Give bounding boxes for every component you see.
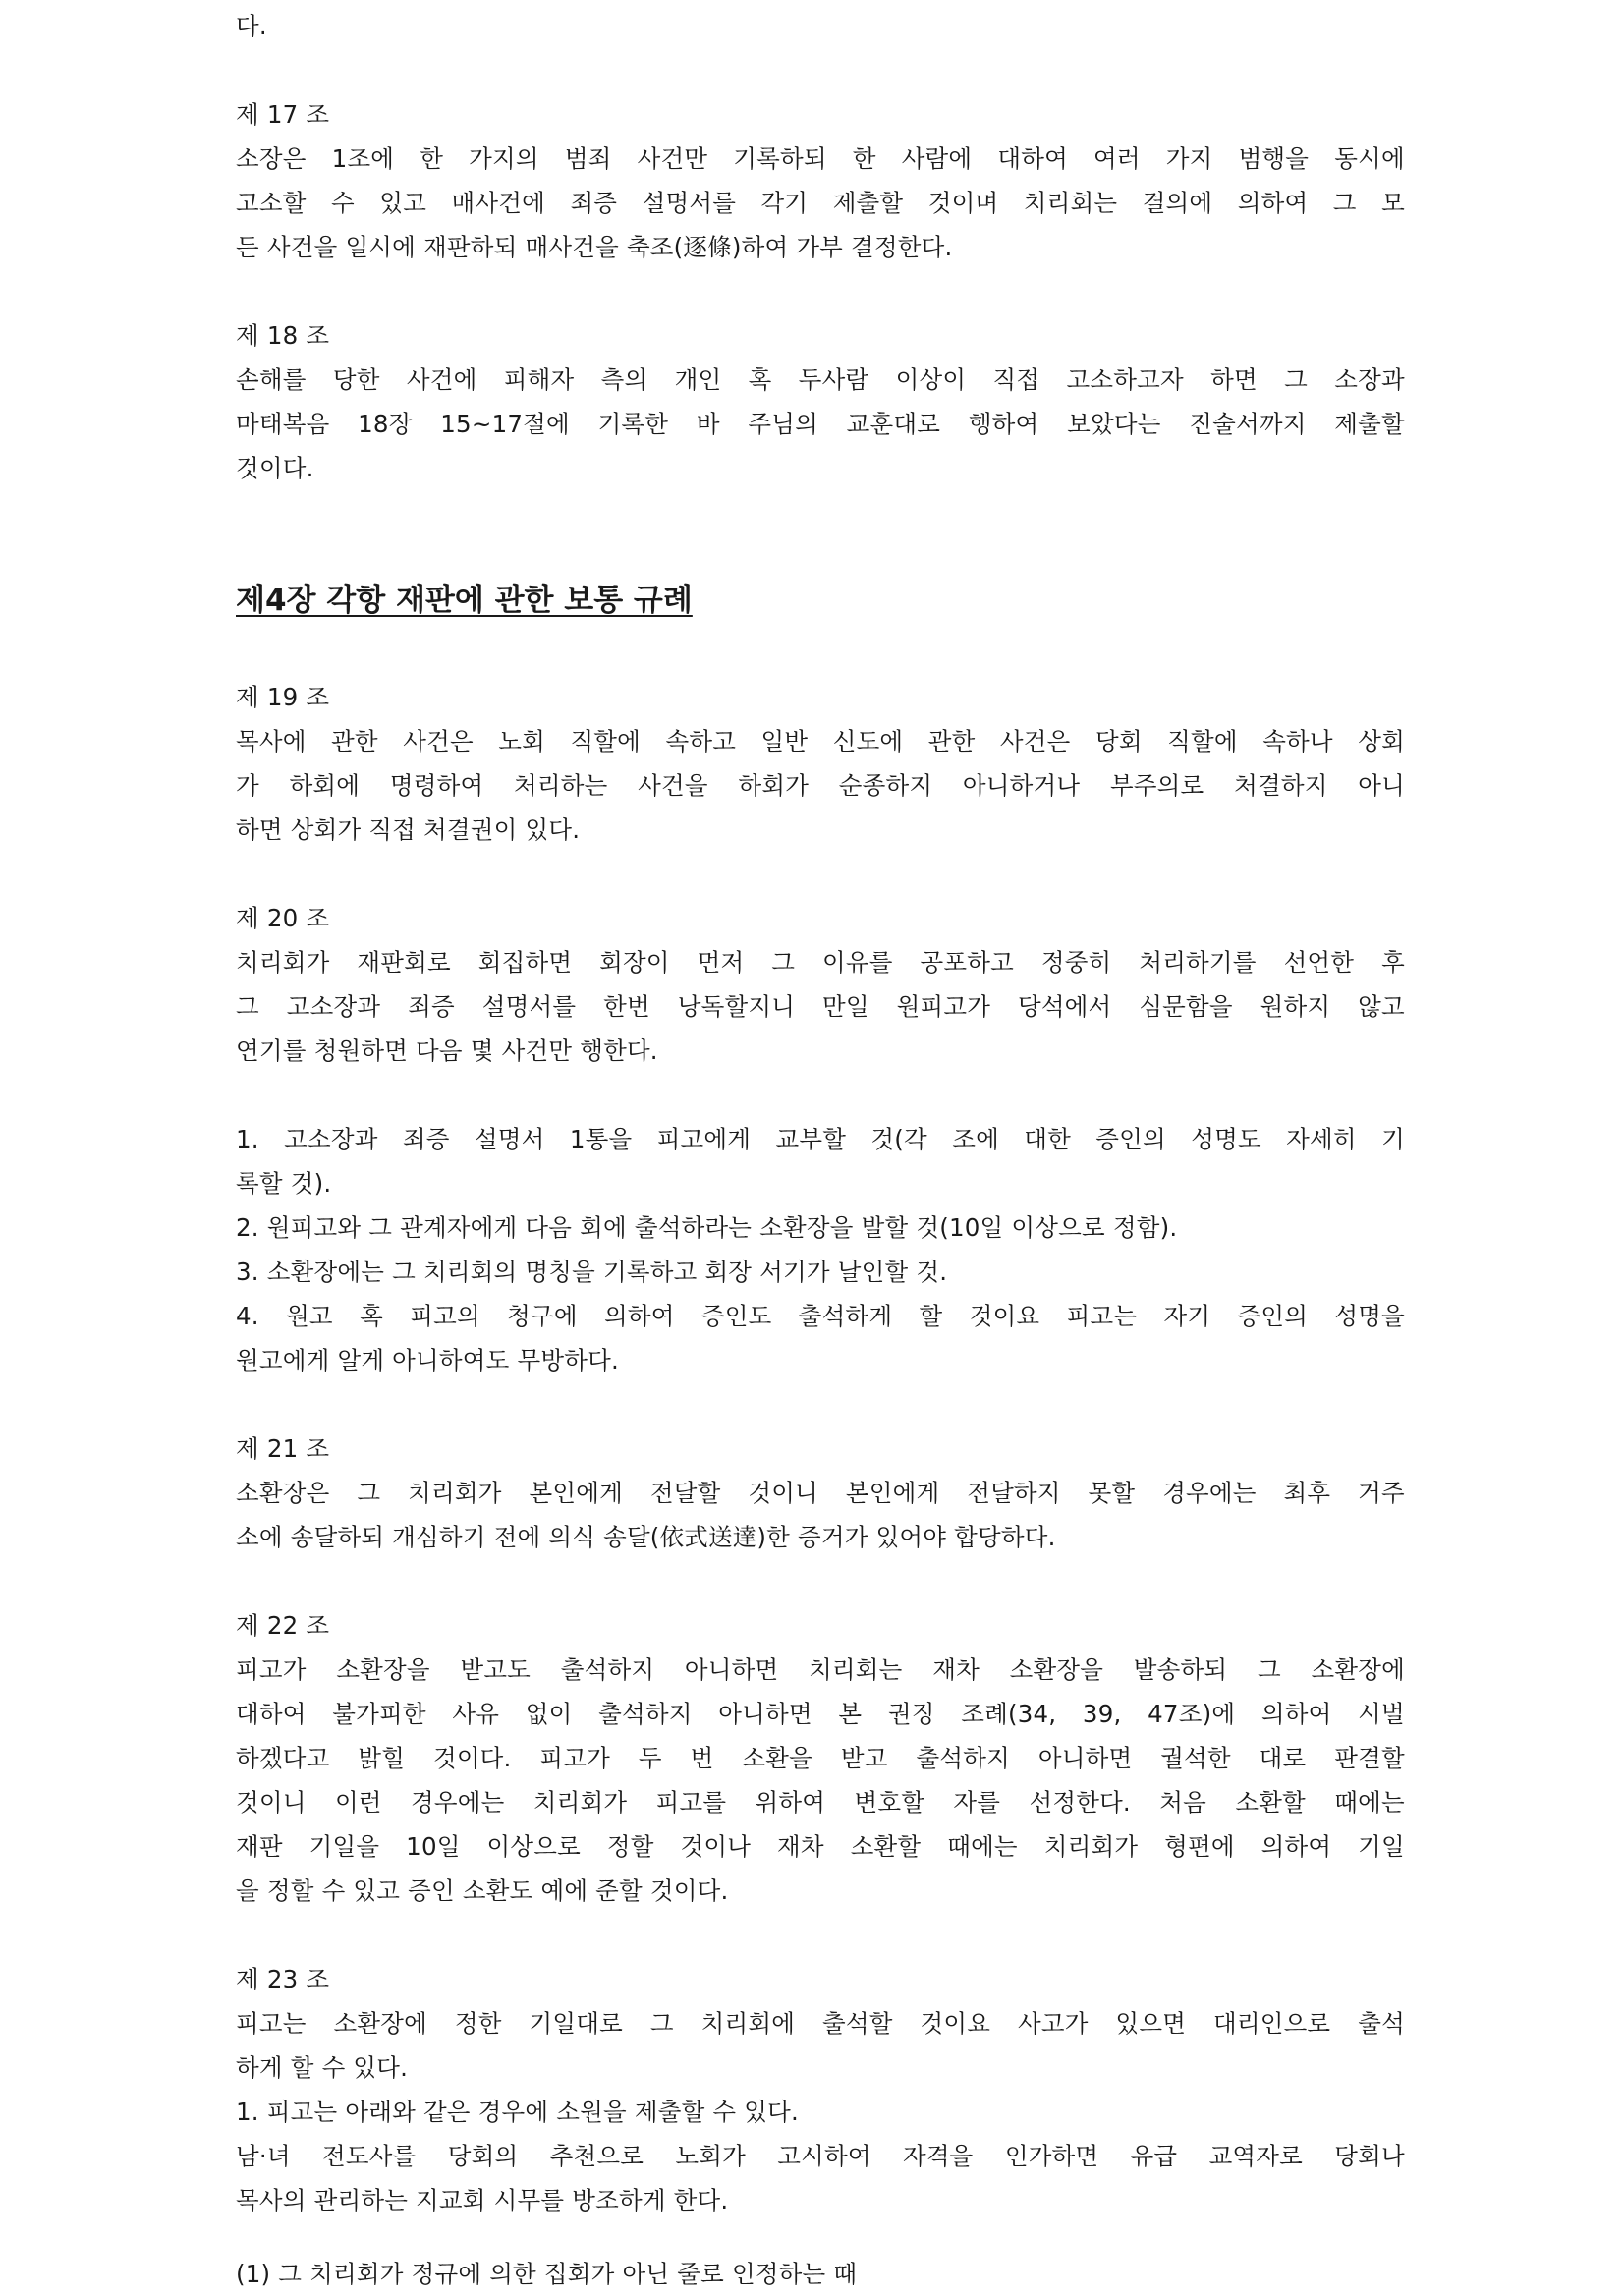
word: 속하나: [1262, 727, 1333, 756]
word: 고소할: [236, 189, 307, 217]
word: 추천으로: [549, 2142, 644, 2170]
text-line: [236, 365, 1405, 395]
word: 출석하지: [916, 1744, 1010, 1772]
text-line: [236, 189, 1405, 218]
word: 먼저: [697, 948, 745, 977]
word: 두: [638, 1744, 662, 1772]
text-line: [236, 2009, 1405, 2039]
word: 의하여: [1260, 1832, 1332, 1861]
word: 출석할: [821, 2009, 893, 2038]
word: 피고가: [236, 1655, 307, 1684]
word: 혹: [748, 365, 772, 394]
word: 정할: [606, 1832, 654, 1861]
word: 것이니: [748, 1479, 818, 1507]
word: 39,: [1082, 1700, 1122, 1728]
word: 설명서를: [642, 189, 737, 217]
word: 기일을: [308, 1832, 380, 1861]
word: 목사에: [236, 727, 307, 756]
word: 기록한: [597, 410, 669, 438]
word: 출석하지: [560, 1655, 655, 1684]
word: 치리회에: [700, 2009, 796, 2038]
word: 전도사를: [322, 2142, 417, 2170]
word: 경우에는: [411, 1788, 505, 1817]
word: 남·녀: [236, 2142, 291, 2170]
word: 최후: [1283, 1479, 1331, 1507]
word: 치리회가: [1043, 1832, 1139, 1861]
text-line: 제 20 조: [236, 904, 330, 932]
text-line: [236, 1832, 1405, 1862]
text-line: 을 정할 수 있고 증인 소환도 예에 준할 것이다.: [236, 1876, 729, 1905]
word: 사건에: [406, 365, 477, 394]
word: 죄증: [570, 189, 618, 217]
word: 시벌: [1358, 1700, 1405, 1728]
word: 동시에: [1334, 144, 1405, 173]
word: 1조에: [331, 144, 395, 173]
word: 직접: [992, 365, 1040, 394]
word: 고소장과: [284, 1125, 378, 1153]
word: 있으면: [1115, 2009, 1187, 2038]
text-line: 제 22 조: [236, 1611, 330, 1640]
word: 당회의: [447, 2142, 519, 2170]
word: 공포하고: [920, 948, 1014, 977]
word: 신도에: [832, 727, 904, 756]
text-line: [236, 727, 1405, 756]
word: 피고의: [410, 1302, 480, 1330]
text-line: [236, 144, 1405, 174]
word: 본: [838, 1700, 863, 1728]
word: 그: [357, 1479, 381, 1507]
word: 하면: [1210, 365, 1258, 394]
text-line: [236, 1788, 1405, 1818]
word: 대한: [1024, 1125, 1071, 1153]
text-line: 제 19 조: [236, 683, 330, 711]
word: 출석하지: [598, 1700, 693, 1728]
word: 가지의: [469, 144, 539, 173]
word: 것이니: [236, 1788, 307, 1817]
word: 측의: [600, 365, 648, 394]
word: 출석하게: [798, 1302, 893, 1330]
word: 사건은: [403, 727, 474, 756]
word: 행하여: [968, 410, 1039, 438]
word: 거주: [1358, 1479, 1405, 1507]
text-line: 목사의 관리하는 지교회 시무를 방조하게 한다.: [236, 2186, 729, 2214]
word: 기록하되: [733, 144, 827, 173]
word: 의하여: [1237, 189, 1309, 217]
word: 아니하면: [718, 1700, 812, 1728]
word: 본인에게: [529, 1479, 623, 1507]
word: 죄증: [402, 1125, 450, 1153]
word: 궐석한: [1160, 1744, 1231, 1772]
word: 기일대로: [529, 2009, 623, 2038]
word: 피고가: [539, 1744, 611, 1772]
word: 성명을: [1334, 1302, 1405, 1330]
word: 회집하면: [477, 948, 573, 977]
word: 당석에서: [1017, 992, 1112, 1021]
text-line: 2. 원피고와 그 관계자에게 다음 회에 출석하라는 소환장을 발할 것(10일 이상으로 정함).: [236, 1213, 1178, 1242]
text-line: [236, 992, 1405, 1022]
word: 죄증: [408, 992, 455, 1021]
word: 아니: [1358, 771, 1405, 800]
word: 소환장에: [333, 2009, 427, 2038]
text-line: 든 사건을 일시에 재판하되 매사건을 축조(逐條)하여 가부 결정한다.: [236, 233, 953, 261]
text-line: 제 17 조: [236, 100, 330, 129]
word: 아니하면: [1037, 1744, 1133, 1772]
text-line: 제 18 조: [236, 321, 330, 350]
word: 한번: [603, 992, 650, 1021]
word: 가지: [1165, 144, 1213, 173]
word: 것이며: [927, 189, 999, 217]
word: 의하여: [1260, 1700, 1332, 1728]
text-line: [236, 948, 1405, 978]
word: 심문함을: [1139, 992, 1233, 1021]
word: 노회: [498, 727, 545, 756]
word: 것(각: [870, 1125, 927, 1153]
word: 사건을: [638, 771, 708, 800]
word: 대하여: [997, 144, 1068, 173]
word: 그: [771, 948, 796, 977]
word: 진술서까지: [1189, 410, 1307, 438]
word: 사건은: [999, 727, 1071, 756]
word: 피고에게: [656, 1125, 752, 1153]
word: 때에는: [947, 1832, 1018, 1861]
text-line: [236, 1479, 1405, 1508]
word: 처음: [1159, 1788, 1206, 1817]
word: 기일: [1358, 1832, 1405, 1861]
word: 못할: [1088, 1479, 1136, 1507]
word: 치리회가: [408, 1479, 502, 1507]
word: 교부할: [775, 1125, 847, 1153]
word: 그: [1257, 1655, 1281, 1684]
text-line: [236, 2142, 1405, 2171]
text-line: 3. 소환장에는 그 치리회의 명칭을 기록하고 회장 서기가 날인할 것.: [236, 1258, 948, 1286]
word: 여러: [1093, 144, 1141, 173]
word: 소환장에: [1311, 1655, 1405, 1684]
word: 제출할: [832, 189, 904, 217]
word: 경우에는: [1162, 1479, 1257, 1507]
word: 각기: [760, 189, 809, 217]
word: 피고는: [236, 2009, 307, 2038]
word: 재차: [932, 1655, 980, 1684]
word: 개인: [674, 365, 722, 394]
text-line: 연기를 청원하면 다음 몇 사건만 행한다.: [236, 1036, 658, 1065]
word: 후: [1381, 948, 1405, 977]
chapter-heading: 제4장 각항 재판에 관한 보통 규례: [236, 583, 693, 618]
word: 설명서: [474, 1125, 545, 1153]
word: 치리회는: [809, 1655, 903, 1684]
word: 재판회로: [357, 948, 451, 977]
word: 하겠다고: [236, 1744, 330, 1772]
word: 손해를: [236, 365, 307, 394]
text-line: 하게 할 수 있다.: [236, 2053, 409, 2082]
text-line: [236, 1655, 1405, 1685]
word: 15~17절에: [440, 410, 570, 438]
word: 자세히: [1286, 1125, 1357, 1153]
word: 인가하면: [1004, 2142, 1099, 2170]
word: 낭독할지니: [677, 992, 796, 1021]
word: 이상으로: [486, 1832, 581, 1861]
word: 관한: [927, 727, 976, 756]
word: 이상이: [895, 365, 967, 394]
word: 18장: [358, 410, 413, 438]
word: 없이: [525, 1700, 573, 1728]
word: 당회: [1094, 727, 1143, 756]
text-line: 하면 상회가 직접 처결권이 있다.: [236, 815, 581, 844]
word: 대리인으로: [1212, 2009, 1331, 2038]
word: 것이나: [680, 1832, 752, 1861]
word: 처리하는: [514, 771, 608, 800]
word: 하회가: [738, 771, 810, 800]
word: 자기: [1163, 1302, 1211, 1330]
word: 않고: [1358, 992, 1405, 1021]
word: 대하여: [236, 1700, 307, 1728]
word: 권징: [887, 1700, 935, 1728]
word: 정중히: [1040, 948, 1112, 977]
word: 4.: [236, 1302, 259, 1330]
word: 것이요: [920, 2009, 991, 2038]
word: 성명도: [1191, 1125, 1261, 1153]
word: 사건만: [637, 144, 708, 173]
word: 범행을: [1238, 144, 1310, 173]
word: 증인의: [1095, 1125, 1166, 1153]
word: 할: [919, 1302, 943, 1330]
word: 전달하지: [967, 1479, 1061, 1507]
word: 소환할: [850, 1832, 922, 1861]
word: 번: [690, 1744, 714, 1772]
word: 때에는: [1334, 1788, 1405, 1817]
word: 전달할: [649, 1479, 721, 1507]
word: 10일: [406, 1832, 461, 1861]
word: 소장은: [236, 144, 307, 173]
word: 하회에: [289, 771, 361, 800]
word: 원피고가: [896, 992, 991, 1021]
text-line: [236, 1125, 1405, 1154]
word: 고소장과: [286, 992, 381, 1021]
word: 소환장을: [1009, 1655, 1104, 1684]
word: 치리회가: [532, 1788, 628, 1817]
word: 1.: [236, 1125, 259, 1153]
word: 치리회는: [1023, 189, 1118, 217]
text-line: 제 21 조: [236, 1434, 330, 1463]
word: 받고: [840, 1744, 888, 1772]
word: 증인도: [700, 1302, 772, 1330]
word: 피해자: [503, 365, 575, 394]
word: 자격을: [902, 2142, 974, 2170]
word: 원하지: [1260, 992, 1331, 1021]
word: 고소하고자: [1066, 365, 1184, 394]
word: 한: [420, 144, 444, 173]
word: 만일: [821, 992, 869, 1021]
word: 부주의로: [1109, 771, 1204, 800]
word: 상회: [1358, 727, 1405, 756]
word: 사람에: [901, 144, 973, 173]
word: 대로: [1259, 1744, 1307, 1772]
word: 이런: [334, 1788, 382, 1817]
word: 피고를: [655, 1788, 727, 1817]
word: 그: [1284, 365, 1308, 394]
word: 재차: [777, 1832, 824, 1861]
word: 소환장을: [336, 1655, 430, 1684]
word: 불가피한: [332, 1700, 426, 1728]
word: 본인에게: [845, 1479, 940, 1507]
word: 회장이: [599, 948, 670, 977]
word: 치리회가: [236, 948, 330, 977]
word: 그: [649, 2009, 674, 2038]
word: 매사건에: [451, 189, 545, 217]
word: 가: [236, 771, 259, 800]
word: 속하고: [665, 727, 737, 756]
word: 선언한: [1283, 948, 1355, 977]
text-line: [236, 1302, 1405, 1331]
text-line: [236, 1700, 1405, 1729]
word: 증인의: [1237, 1302, 1309, 1330]
word: 당회나: [1334, 2142, 1405, 2170]
word: 청구에: [507, 1302, 578, 1330]
text-line: 제 23 조: [236, 1965, 330, 1993]
word: 판결할: [1334, 1744, 1405, 1772]
text-line: [236, 771, 1405, 801]
word: 처결하지: [1234, 771, 1328, 800]
word: 그: [1332, 189, 1357, 217]
text-line: 소에 송달하되 개심하기 전에 의식 송달(依式送達)한 증거가 있어야 합당하다.: [236, 1523, 1056, 1551]
word: 아니하면: [684, 1655, 779, 1684]
word: 제출할: [1334, 410, 1405, 438]
word: 피고는: [1066, 1302, 1138, 1330]
word: 교역자로: [1208, 2142, 1304, 2170]
word: 노회가: [675, 2142, 746, 2170]
word: 두사람: [798, 365, 869, 394]
word: 바: [696, 410, 720, 438]
word: 결의에: [1142, 189, 1213, 217]
word: 발송하되: [1133, 1655, 1228, 1684]
word: 아니하거나: [962, 771, 1081, 800]
word: 주님의: [748, 410, 818, 438]
word: 형편에: [1164, 1832, 1235, 1861]
word: 소환을: [742, 1744, 813, 1772]
word: 받고도: [460, 1655, 532, 1684]
word: 위하여: [755, 1788, 826, 1817]
word: 일반: [760, 727, 809, 756]
word: 사유: [452, 1700, 500, 1728]
word: 자를: [953, 1788, 1001, 1817]
word: 명령하여: [389, 771, 484, 800]
word: 이유를: [821, 948, 893, 977]
word: 수: [331, 189, 355, 217]
word: 직할에: [1167, 727, 1238, 756]
word: 변호할: [854, 1788, 925, 1817]
word: 당한: [332, 365, 380, 394]
word: 순종하지: [838, 771, 933, 800]
word: 혹: [360, 1302, 383, 1330]
word: 사고가: [1017, 2009, 1089, 2038]
word: 47조)에: [1148, 1700, 1236, 1728]
text-line: 것이다.: [236, 454, 314, 482]
word: 정한: [454, 2009, 502, 2038]
word: 1통을: [569, 1125, 633, 1153]
word: 것이요: [969, 1302, 1040, 1330]
word: 유급: [1130, 2142, 1178, 2170]
word: 마태복음: [236, 410, 330, 438]
word: 선정한다.: [1029, 1788, 1131, 1817]
text-line: 1. 피고는 아래와 같은 경우에 소원을 제출할 수 있다.: [236, 2098, 800, 2126]
word: 있고: [379, 189, 427, 217]
text-line: 원고에게 알게 아니하여도 무방하다.: [236, 1346, 619, 1374]
word: 관한: [331, 727, 378, 756]
word: 설명서를: [481, 992, 577, 1021]
word: 소장과: [1334, 365, 1405, 394]
word: 교훈대로: [846, 410, 941, 438]
text-line: (1) 그 치리회가 정규에 의한 집회가 아닌 줄로 인정하는 때: [236, 2260, 858, 2288]
word: 출석: [1358, 2009, 1405, 2038]
word: 소환장은: [236, 1479, 330, 1507]
word: 소환할: [1235, 1788, 1306, 1817]
text-line: [236, 410, 1405, 439]
word: 모: [1381, 189, 1405, 217]
word: 의하여: [604, 1302, 675, 1330]
text-line: 록할 것).: [236, 1169, 332, 1198]
word: 밝힐: [358, 1744, 406, 1772]
word: 고시하여: [777, 2142, 871, 2170]
word: 처리하기를: [1139, 948, 1257, 977]
word: 조에: [952, 1125, 999, 1153]
word: 직할에: [570, 727, 642, 756]
text-line: 다.: [236, 12, 267, 40]
word: 그: [236, 992, 259, 1021]
word: 재판: [236, 1832, 283, 1861]
word: 한: [852, 144, 876, 173]
word: 보았다는: [1067, 410, 1161, 438]
word: 범죄: [564, 144, 612, 173]
word: 것이다.: [432, 1744, 512, 1772]
word: 기: [1381, 1125, 1405, 1153]
word: 조례(34,: [961, 1700, 1057, 1728]
text-line: [236, 1744, 1405, 1773]
word: 원고: [286, 1302, 333, 1330]
